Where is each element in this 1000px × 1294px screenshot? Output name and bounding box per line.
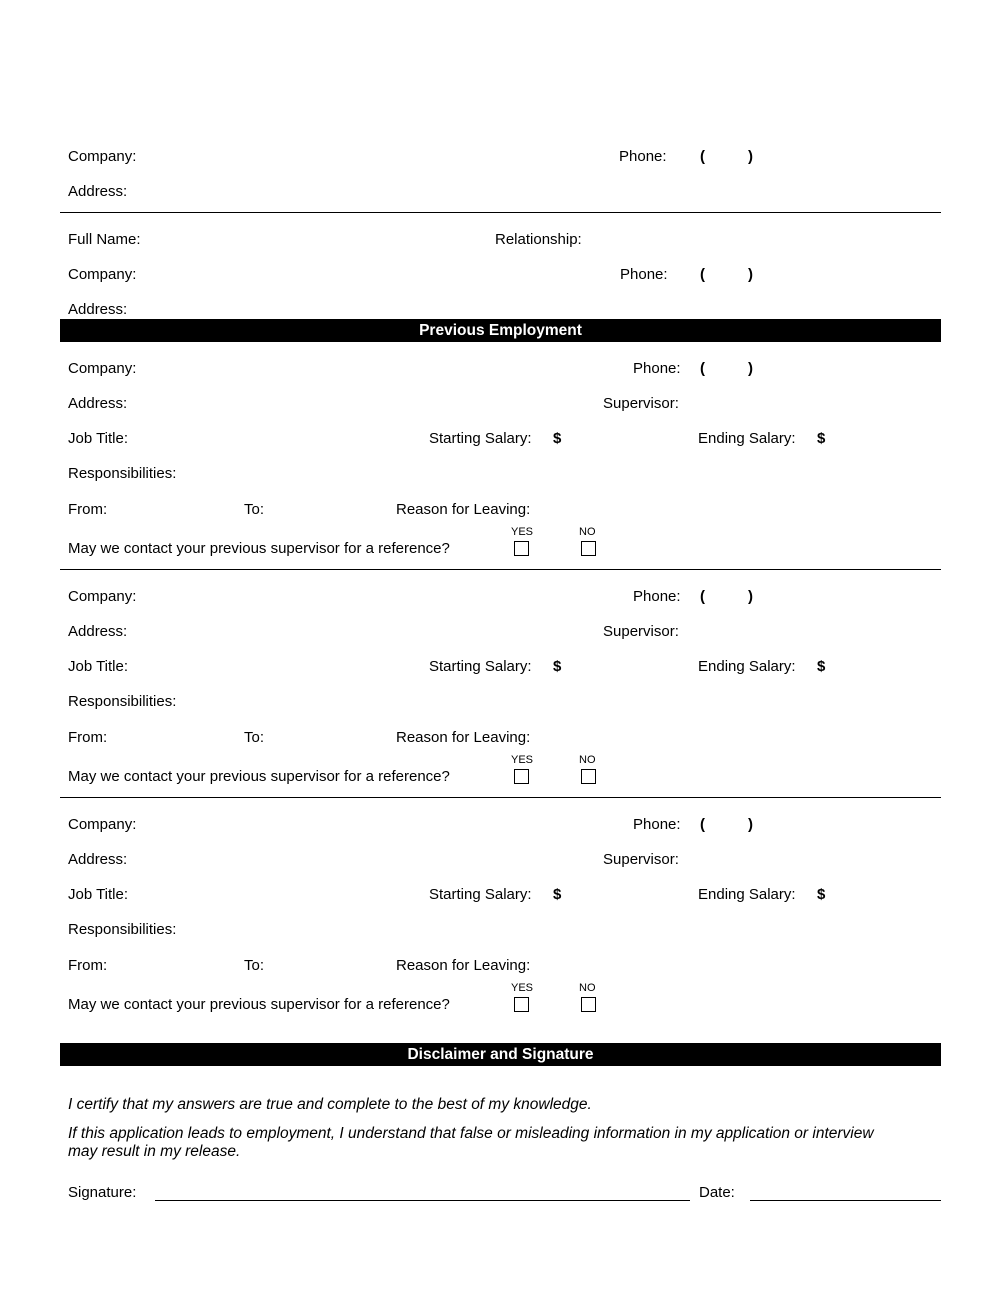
ref2-address-label: Address: bbox=[68, 301, 128, 318]
contact-question: May we contact your previous supervisor for a reference? bbox=[68, 768, 450, 785]
ref-phone-paren-close: ) bbox=[748, 148, 753, 165]
employer-supervisor-label: Supervisor: bbox=[603, 395, 679, 412]
no-checkbox[interactable] bbox=[581, 541, 596, 556]
employer-from-label: From: bbox=[68, 957, 108, 974]
section-header-previous-employment: Previous Employment bbox=[60, 319, 941, 342]
no-label: NO bbox=[579, 526, 596, 538]
employer-address-label: Address: bbox=[68, 623, 128, 640]
employer-ending-salary-currency: $ bbox=[817, 886, 826, 903]
employer-phone-label: Phone: bbox=[633, 360, 681, 377]
divider bbox=[60, 797, 941, 798]
employer-job-title-label: Job Title: bbox=[68, 886, 129, 903]
employer-reason-label: Reason for Leaving: bbox=[396, 501, 531, 518]
yes-checkbox[interactable] bbox=[514, 541, 529, 556]
divider bbox=[60, 569, 941, 570]
ref-phone-label: Phone: bbox=[619, 148, 667, 165]
ref2-phone-paren-close: ) bbox=[748, 266, 753, 283]
contact-question: May we contact your previous supervisor for a reference? bbox=[68, 540, 450, 557]
employer-phone-paren-open: ( bbox=[700, 360, 705, 377]
employer-supervisor-label: Supervisor: bbox=[603, 623, 679, 640]
no-checkbox[interactable] bbox=[581, 997, 596, 1012]
employer-starting-salary-currency: $ bbox=[553, 430, 562, 447]
employer-to-label: To: bbox=[244, 729, 265, 746]
ref2-full-name-label: Full Name: bbox=[68, 231, 141, 248]
employer-starting-salary-label: Starting Salary: bbox=[429, 430, 532, 447]
ref2-relationship-label: Relationship: bbox=[495, 231, 582, 248]
ref-phone-paren-open: ( bbox=[700, 148, 705, 165]
employer-supervisor-label: Supervisor: bbox=[603, 851, 679, 868]
yes-label: YES bbox=[511, 982, 534, 994]
employer-job-title-label: Job Title: bbox=[68, 430, 129, 447]
no-checkbox[interactable] bbox=[581, 769, 596, 784]
employer-phone-paren-close: ) bbox=[748, 816, 753, 833]
employer-ending-salary-currency: $ bbox=[817, 430, 826, 447]
employer-starting-salary-currency: $ bbox=[553, 658, 562, 675]
signature-label: Signature: bbox=[68, 1184, 137, 1201]
employer-phone-label: Phone: bbox=[633, 816, 681, 833]
employer-phone-label: Phone: bbox=[633, 588, 681, 605]
employer-starting-salary-label: Starting Salary: bbox=[429, 886, 532, 903]
no-label: NO bbox=[579, 754, 596, 766]
employer-address-label: Address: bbox=[68, 851, 128, 868]
employer-ending-salary-label: Ending Salary: bbox=[698, 886, 796, 903]
employer-phone-paren-open: ( bbox=[700, 588, 705, 605]
yes-label: YES bbox=[511, 526, 534, 538]
contact-question: May we contact your previous supervisor for a reference? bbox=[68, 996, 450, 1013]
employer-phone-paren-open: ( bbox=[700, 816, 705, 833]
ref-address-label: Address: bbox=[68, 183, 128, 200]
disclaimer-line-2: If this application leads to employment, I understand that false or misleading information in my application or interview bbox=[68, 1125, 874, 1142]
employer-company-label: Company: bbox=[68, 360, 137, 377]
employer-reason-label: Reason for Leaving: bbox=[396, 729, 531, 746]
divider bbox=[60, 212, 941, 213]
disclaimer-line-1: I certify that my answers are true and complete to the best of my knowledge. bbox=[68, 1096, 592, 1113]
employer-starting-salary-label: Starting Salary: bbox=[429, 658, 532, 675]
employer-responsibilities-label: Responsibilities: bbox=[68, 465, 177, 482]
yes-label: YES bbox=[511, 754, 534, 766]
employer-responsibilities-label: Responsibilities: bbox=[68, 693, 177, 710]
employer-from-label: From: bbox=[68, 729, 108, 746]
employer-ending-salary-label: Ending Salary: bbox=[698, 658, 796, 675]
yes-checkbox[interactable] bbox=[514, 769, 529, 784]
employer-starting-salary-currency: $ bbox=[553, 886, 562, 903]
employer-address-label: Address: bbox=[68, 395, 128, 412]
ref-company-label: Company: bbox=[68, 148, 137, 165]
employer-company-label: Company: bbox=[68, 816, 137, 833]
employer-phone-paren-close: ) bbox=[748, 588, 753, 605]
no-label: NO bbox=[579, 982, 596, 994]
employer-phone-paren-close: ) bbox=[748, 360, 753, 377]
employer-ending-salary-currency: $ bbox=[817, 658, 826, 675]
date-line[interactable] bbox=[750, 1200, 941, 1201]
date-label: Date: bbox=[699, 1184, 735, 1201]
ref2-phone-paren-open: ( bbox=[700, 266, 705, 283]
employer-responsibilities-label: Responsibilities: bbox=[68, 921, 177, 938]
employer-to-label: To: bbox=[244, 957, 265, 974]
employer-to-label: To: bbox=[244, 501, 265, 518]
employer-ending-salary-label: Ending Salary: bbox=[698, 430, 796, 447]
ref2-phone-label: Phone: bbox=[620, 266, 668, 283]
employer-reason-label: Reason for Leaving: bbox=[396, 957, 531, 974]
employer-job-title-label: Job Title: bbox=[68, 658, 129, 675]
disclaimer-line-3: may result in my release. bbox=[68, 1143, 241, 1160]
ref2-company-label: Company: bbox=[68, 266, 137, 283]
employer-company-label: Company: bbox=[68, 588, 137, 605]
employer-from-label: From: bbox=[68, 501, 108, 518]
section-header-disclaimer: Disclaimer and Signature bbox=[60, 1043, 941, 1066]
yes-checkbox[interactable] bbox=[514, 997, 529, 1012]
signature-line[interactable] bbox=[155, 1200, 690, 1201]
